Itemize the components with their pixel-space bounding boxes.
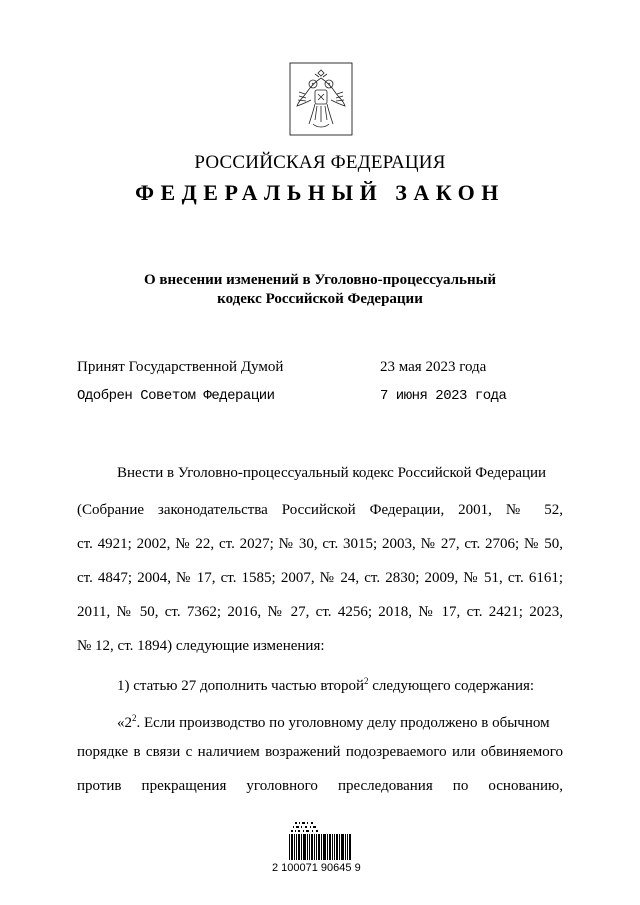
country-name: РОССИЙСКАЯ ФЕДЕРАЦИЯ — [194, 152, 446, 173]
state-emblem-icon — [289, 62, 353, 136]
quoted-part-line-2: порядке в связи с наличием возражений подозреваемого или обвиняемого — [77, 744, 563, 760]
quoted-part-number: «2 — [117, 715, 132, 731]
barcode-number: 2 100071 90645 9 — [272, 862, 361, 874]
adopted-by-duma-date: 23 мая 2023 года — [380, 359, 487, 375]
body-line-2: (Собрание законодательства Российской Федерации, 2001, № 52, — [77, 502, 563, 518]
document-type-title: ФЕДЕРАЛЬНЫЙ ЗАКОН — [135, 180, 505, 205]
quoted-part-text: . Если производство по уголовному делу продолжено в обычном — [136, 715, 550, 731]
quoted-part-line-1 — [117, 711, 563, 731]
law-subject-line-2: кодекс Российской Федерации — [217, 291, 423, 307]
body-line-6: № 12, ст. 1894) следующие изменения: — [77, 638, 325, 654]
adopted-by-duma-label: Принят Государственной Думой — [77, 359, 284, 375]
body-line-1: Внести в Уголовно-процессуальный кодекс Российской Федерации — [117, 465, 547, 481]
amendment-item-1-superscript: 2 — [363, 676, 369, 686]
quoted-part-superscript: 2 — [132, 713, 137, 723]
barcode-icon — [287, 820, 353, 862]
amendment-item-1-text-b: следующего содержания: — [368, 678, 535, 694]
body-line-3: ст. 4921; 2002, № 22, ст. 2027; № 30, ст. 3015; 2003, № 27, ст. 2706; № 50, — [77, 536, 563, 552]
law-subject-line-1: О внесении изменений в Уголовно-процессуальный — [143, 272, 496, 288]
body-line-5: 2011, № 50, ст. 7362; 2016, № 27, ст. 4256; 2018, № 17, ст. 2421; 2023, — [77, 604, 563, 620]
approved-by-council-label: Одобрен Советом Федерации — [77, 388, 275, 404]
amendment-item-1 — [117, 674, 563, 694]
approved-by-council-date: 7 июня 2023 года — [380, 388, 507, 404]
body-line-4: ст. 4847; 2004, № 17, ст. 1585; 2007, № 24, ст. 2830; 2009, № 51, ст. 6161; — [77, 570, 563, 586]
amendment-item-1-text-a: 1) статью 27 дополнить частью второй — [117, 678, 364, 694]
quoted-part-line-3: против прекращения уголовного преследования по основанию, — [77, 778, 563, 794]
